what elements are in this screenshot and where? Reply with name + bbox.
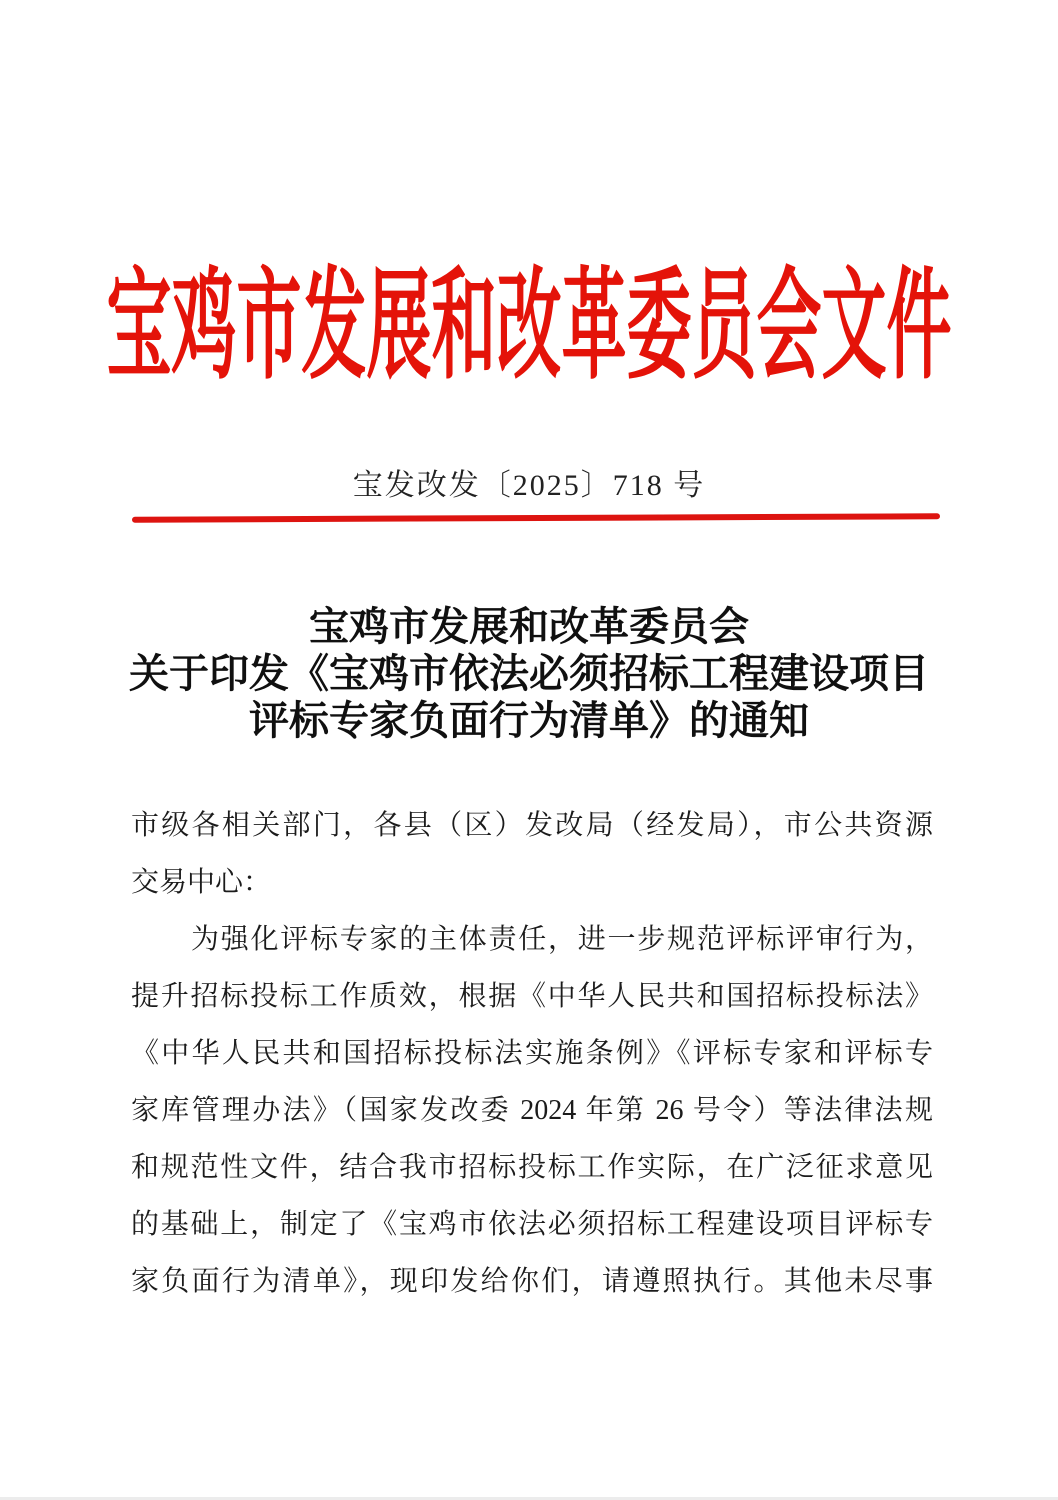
notice-title-line-2: 关于印发《宝鸡市依法必须招标工程建设项目 (129, 651, 929, 696)
notice-title-line-3: 评标专家负面行为清单》的通知 (249, 698, 809, 743)
letterhead-banner (0, 253, 1058, 395)
paragraph-line-5: 和规范性文件，结合我市招标投标工作实际，在广泛征求意见 (131, 1152, 933, 1183)
paragraph-line-4: 家库管理办法》（国家发改委 2024 年第 26 号令）等法律法规 (131, 1095, 933, 1126)
red-divider-line (132, 513, 940, 523)
paragraph-line-3: 《中华人民共和国招标投标法实施条例》《评标专家和评标专 (131, 1038, 933, 1069)
paragraph-line-7: 家负面行为清单》，现印发给你们，请遵照执行。其他未尽事 (131, 1266, 933, 1297)
document-number: 宝发改发〔2025〕718 号 (352, 469, 706, 502)
letterhead-title: 宝鸡市发展和改革委员会文件 (106, 261, 952, 395)
paragraph-line-6: 的基础上，制定了《宝鸡市依法必须招标工程建设项目评标专 (131, 1209, 933, 1240)
paragraph-line-1: 为强化评标专家的主体责任，进一步规范评标评审行为， (191, 924, 933, 955)
notice-title (0, 603, 1058, 744)
paragraph-line-2: 提升招标投标工作质效，根据《中华人民共和国招标投标法》 (131, 981, 933, 1012)
salutation-line-1: 市级各相关部门，各县（区）发改局（经发局），市公共资源 (131, 810, 933, 841)
body-text (131, 797, 933, 1310)
salutation-line-2: 交易中心： (131, 867, 272, 898)
notice-title-line-1: 宝鸡市发展和改革委员会 (309, 604, 749, 649)
